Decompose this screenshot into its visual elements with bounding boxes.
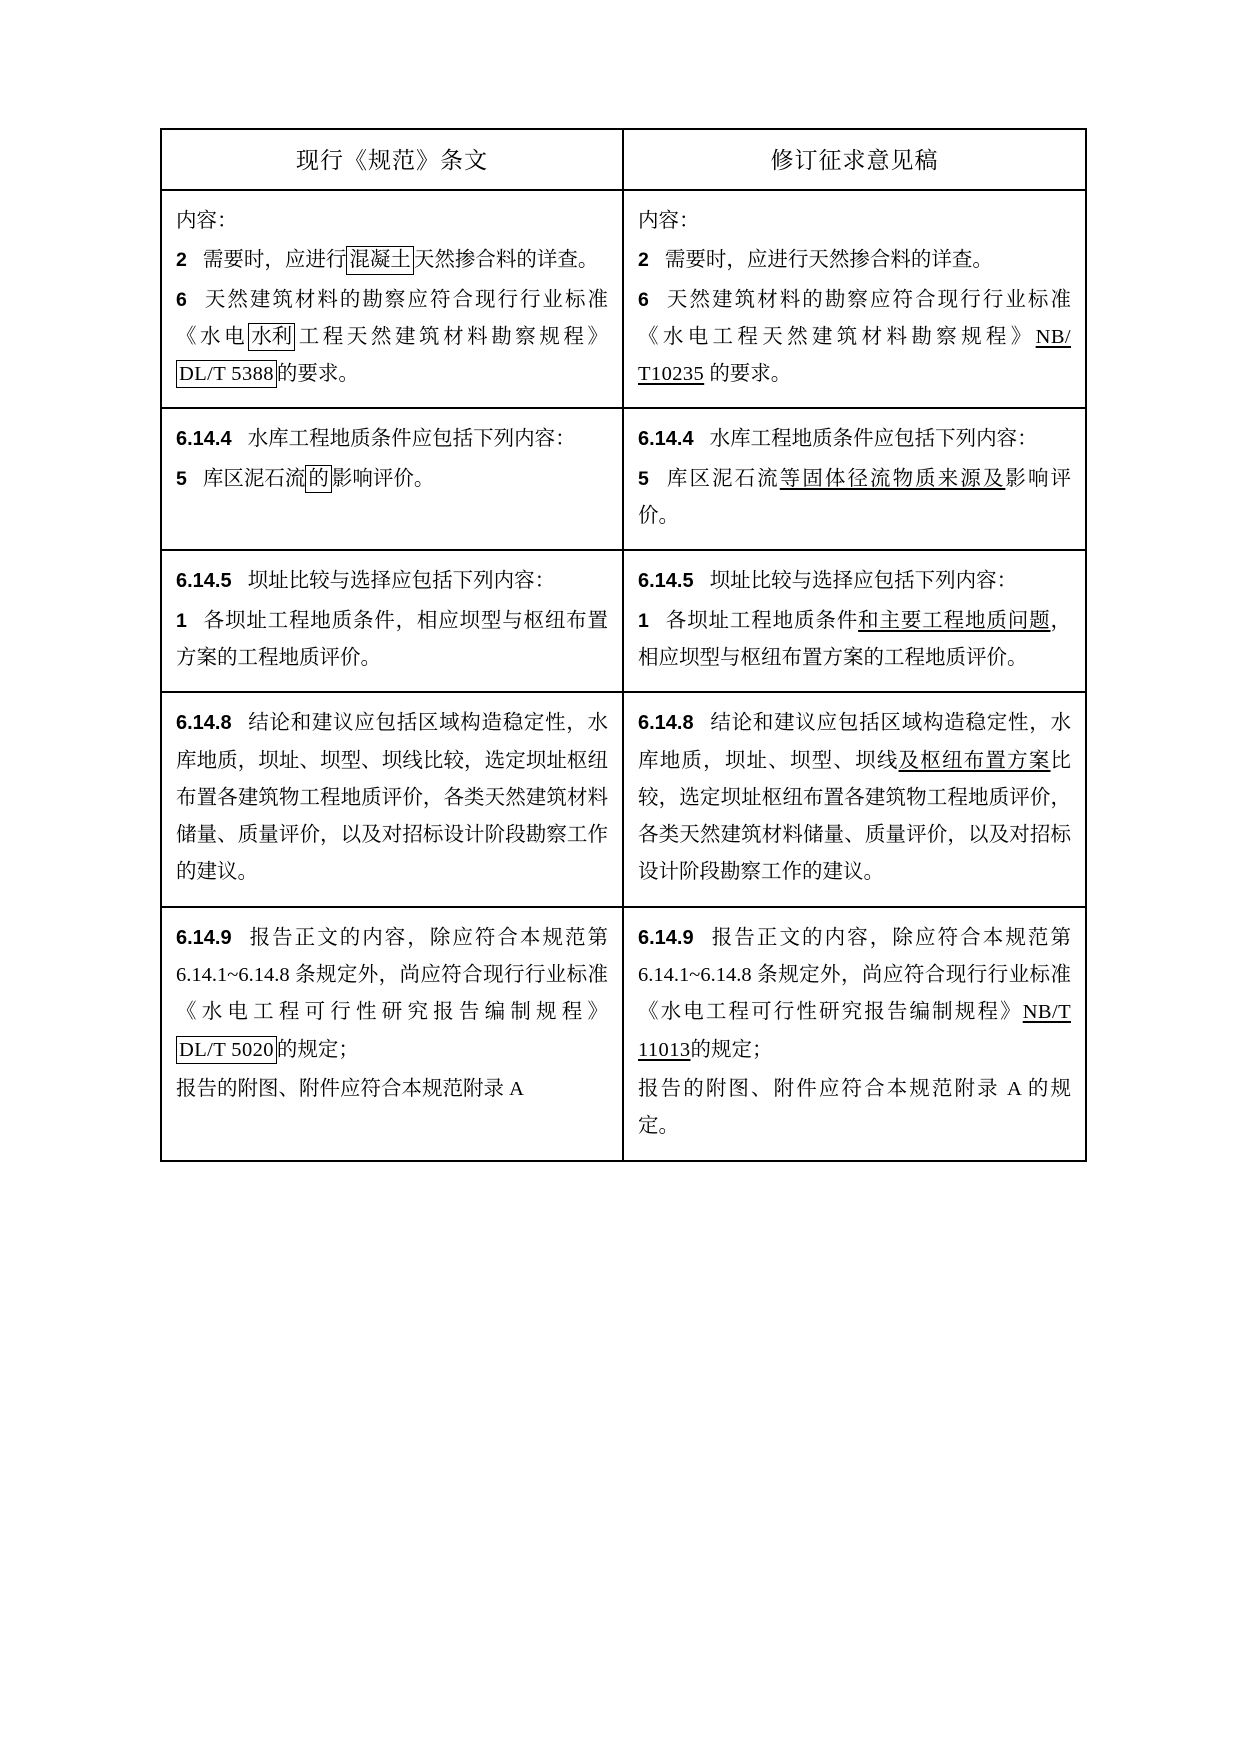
- underlined-revision: 及枢纽布置方案: [898, 749, 1051, 772]
- comparison-table: [160, 128, 1087, 1162]
- column-header-current: 现行《规范》条文: [161, 129, 623, 190]
- numbered-item: [176, 242, 608, 279]
- text-run: 天然建筑材料的勘察应符合现行行业标准《水电工程天然建筑材料勘察规程》: [638, 288, 1071, 348]
- clause-number: 6.14.8: [176, 712, 232, 735]
- item-number: 6: [176, 288, 187, 311]
- cell-revised-clause: [623, 692, 1086, 906]
- item-number: 2: [176, 249, 187, 272]
- numbered-item: [176, 282, 608, 394]
- paragraph: 内容：: [638, 210, 700, 232]
- table-row: [161, 550, 1086, 692]
- column-header-revised: 修订征求意见稿: [623, 129, 1086, 190]
- text-run: 水库工程地质条件应包括下列内容：: [247, 428, 576, 451]
- cell-revised-clause: [623, 907, 1086, 1161]
- text-run: 报告正文的内容，除应符合本规范第 6.14.1~6.14.8 条规定外，尚应符合现行行业标准《水电工程可行性研究报告编制规程》: [176, 926, 608, 1024]
- cell-current-clause: [161, 190, 623, 408]
- clause-paragraph: [176, 705, 608, 891]
- text-run: 结论和建议应包括区域构造稳定性，水库地质，坝址、坝型、坝线: [638, 712, 1071, 772]
- text-run: 库区泥石流: [664, 467, 780, 490]
- text-run: 影响评价。: [638, 467, 1072, 528]
- text-run: 坝址比较与选择应包括下列内容：: [247, 570, 556, 593]
- clause-number: 6.14.9: [638, 926, 694, 949]
- text-run: 报告正文的内容，除应符合本规范第 6.14.1~6.14.8 条规定外，尚应符合现行行业标准《水电工程可行性研究报告编制规程》: [638, 926, 1071, 1024]
- numbered-item: [638, 461, 1071, 536]
- text-run: 比较，选定坝址枢纽布置各建筑物工程地质评价，各类天然建筑材料储量、质量评价，以及对招标设计阶段勘察工作的建议。: [638, 749, 1072, 884]
- cell-revised-clause: [623, 408, 1086, 550]
- text-run: 的要求。: [276, 363, 359, 386]
- underlined-standard-code: NB/T 11013: [638, 1001, 1071, 1061]
- text-run: ，相应坝型与枢纽布置方案的工程地质评价。: [638, 609, 1072, 669]
- clause-paragraph: [176, 563, 608, 600]
- cell-current-clause: [161, 408, 623, 550]
- text-run: 工程天然建筑材料勘察规程》: [295, 325, 608, 348]
- clause-paragraph: [638, 920, 1071, 1069]
- underlined-revision: 和主要工程地质问题: [858, 609, 1051, 632]
- paragraph: 报告的附图、附件应符合本规范附录 A: [176, 1077, 524, 1100]
- clause-number: 6.14.8: [638, 712, 694, 735]
- item-number: 1: [638, 609, 649, 632]
- paragraph: 报告的附图、附件应符合本规范附录 A 的规定。: [638, 1077, 1071, 1138]
- cell-current-clause: [161, 550, 623, 692]
- cell-current-clause: [161, 692, 623, 906]
- item-number: 1: [176, 609, 187, 632]
- clause-paragraph: [638, 705, 1071, 891]
- text-run: 的要求。: [704, 363, 792, 386]
- text-run: 的规定；: [276, 1038, 359, 1061]
- clause-number: 6.14.4: [176, 428, 232, 451]
- item-number: 5: [638, 467, 649, 490]
- clause-paragraph: [638, 421, 1071, 458]
- underlined-standard-code: NB/ T10235: [638, 325, 1071, 386]
- clause-number: 6.14.4: [638, 428, 694, 451]
- item-number: 6: [638, 288, 649, 311]
- item-number: 5: [176, 467, 187, 490]
- clause-paragraph: [638, 563, 1071, 600]
- table-row: [161, 190, 1086, 408]
- clause-paragraph: [176, 421, 608, 458]
- table-row: [161, 692, 1086, 906]
- table-header-row: [161, 129, 1086, 190]
- clause-paragraph: [176, 920, 608, 1069]
- boxed-edit-mark: 的: [305, 465, 332, 493]
- cell-revised-clause: [623, 190, 1086, 408]
- table-row: [161, 408, 1086, 550]
- boxed-edit-mark: 水利: [248, 323, 295, 351]
- numbered-item: [176, 461, 608, 498]
- item-number: 2: [638, 249, 649, 272]
- text-run: 需要时，应进行: [202, 249, 347, 272]
- boxed-edit-mark: 混凝土: [346, 246, 414, 274]
- text-run: 天然建筑材料的勘察应符合现行行业标准《水电: [176, 288, 608, 348]
- underlined-revision: 等固体径流物质来源及: [779, 467, 1006, 490]
- text-run: 坝址比较与选择应包括下列内容：: [709, 570, 1018, 593]
- numbered-item: [638, 242, 1071, 279]
- boxed-standard-code: DL/T 5020: [176, 1036, 277, 1064]
- boxed-standard-code: DL/T 5388: [176, 360, 277, 388]
- text-run: 天然掺合料的详查。: [413, 249, 599, 272]
- numbered-item: [638, 282, 1071, 394]
- cell-revised-clause: [623, 550, 1086, 692]
- table-row: [161, 907, 1086, 1161]
- clause-number: 6.14.9: [176, 926, 232, 949]
- cell-current-clause: [161, 907, 623, 1161]
- text-run: 需要时，应进行天然掺合料的详查。: [664, 249, 993, 272]
- paragraph: 内容：: [176, 210, 238, 232]
- text-run: 结论和建议应包括区域构造稳定性，水库地质，坝址、坝型、坝线比较，选定坝址枢纽布置各建筑物工程地质评价，各类天然建筑材料储量、质量评价，以及对招标设计阶段勘察工作的建议。: [176, 712, 608, 884]
- text-run: 影响评价。: [331, 467, 435, 490]
- numbered-item: [638, 603, 1071, 678]
- clause-number: 6.14.5: [638, 570, 694, 593]
- text-run: 水库工程地质条件应包括下列内容：: [709, 428, 1038, 451]
- text-run: 各坝址工程地质条件，相应坝型与枢纽布置方案的工程地质评价。: [176, 609, 608, 669]
- text-run: 库区泥石流: [202, 467, 306, 490]
- clause-number: 6.14.5: [176, 570, 232, 593]
- numbered-item: [176, 603, 608, 678]
- text-run: 各坝址工程地质条件: [664, 609, 859, 632]
- text-run: 的规定；: [690, 1038, 773, 1061]
- table-body: [161, 190, 1086, 1161]
